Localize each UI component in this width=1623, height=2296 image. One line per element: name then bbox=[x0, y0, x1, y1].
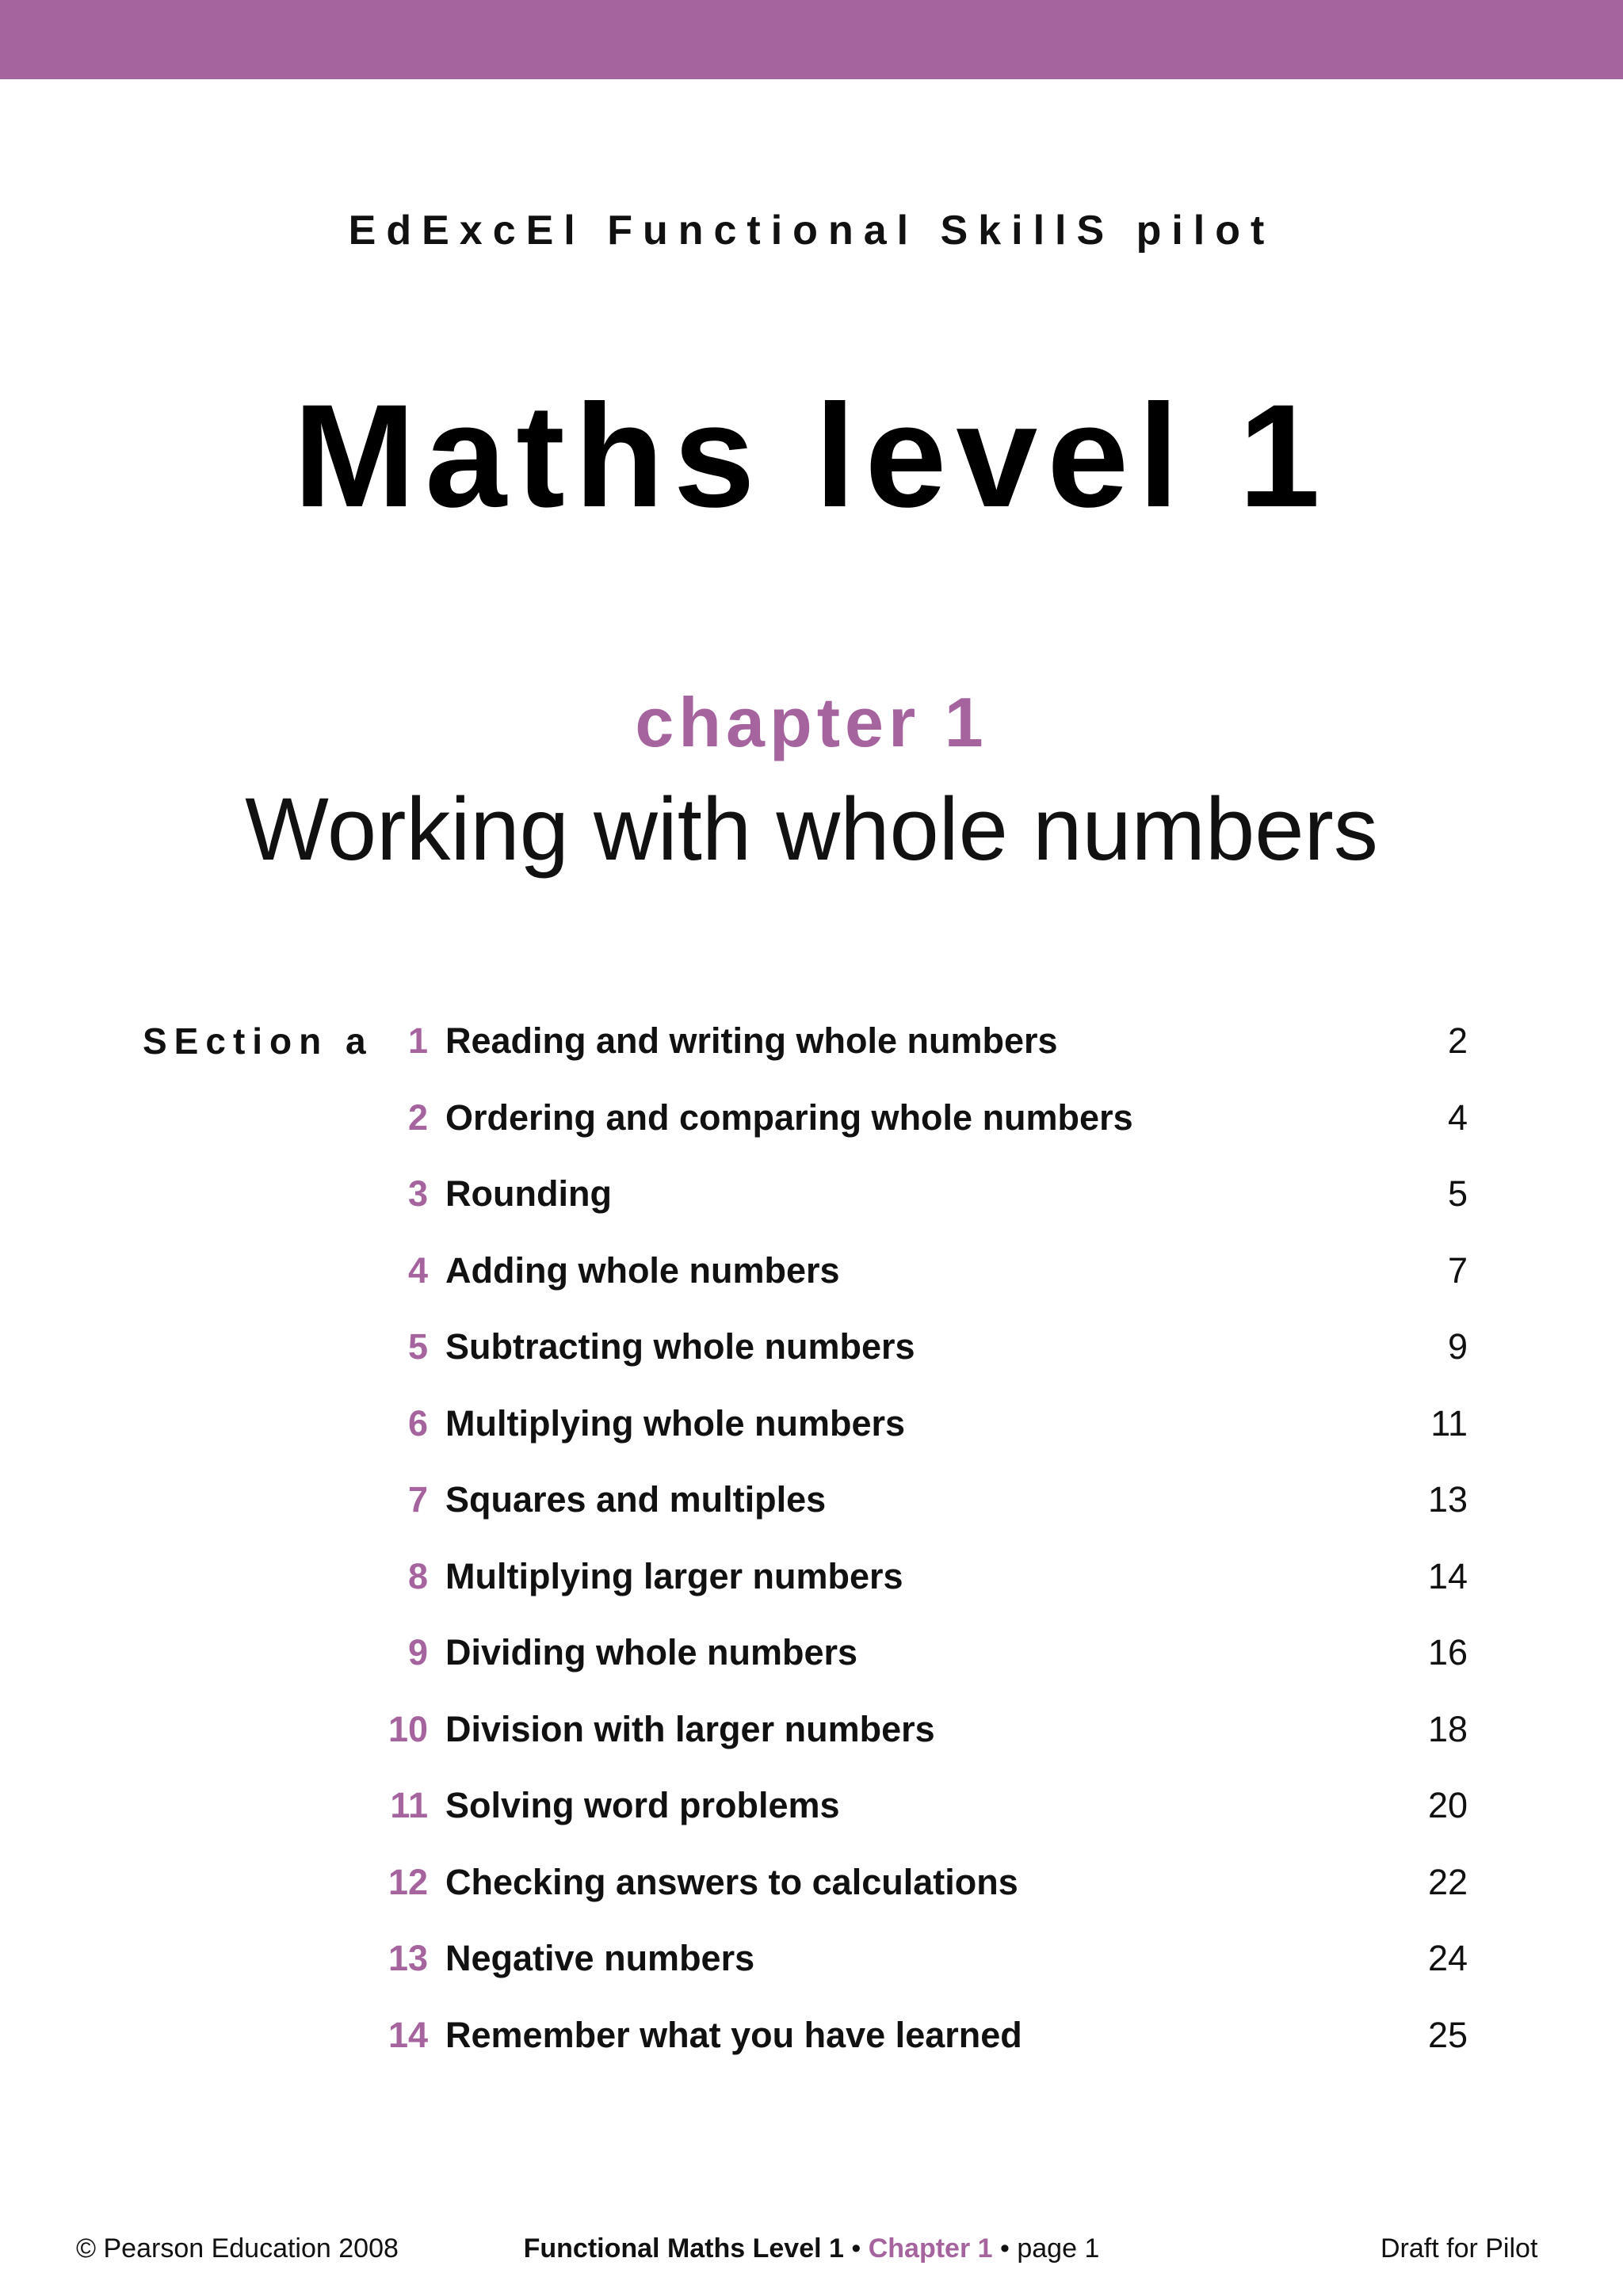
toc-row[interactable] bbox=[0, 1096, 1623, 1173]
toc-row[interactable] bbox=[0, 1630, 1623, 1707]
toc-item-title: Multiplying whole numbers bbox=[445, 1402, 906, 1444]
toc-item-page: 13 bbox=[1427, 1479, 1468, 1520]
toc-row[interactable] bbox=[0, 1554, 1623, 1631]
toc-item-page: 11 bbox=[1430, 1402, 1468, 1444]
footer-status: Draft for Pilot bbox=[1381, 2233, 1538, 2264]
toc-row[interactable] bbox=[0, 1860, 1623, 1937]
toc-item-title: Remember what you have learned bbox=[445, 2014, 1022, 2055]
toc-row[interactable] bbox=[0, 2013, 1623, 2090]
toc-item-number: 2 bbox=[407, 1097, 428, 1138]
toc-item-number: 7 bbox=[407, 1479, 428, 1520]
chapter-label: chapter 1 bbox=[635, 683, 988, 761]
toc-item-number: 14 bbox=[388, 2014, 428, 2055]
toc-row[interactable] bbox=[0, 1325, 1623, 1402]
toc-item-number: 1 bbox=[407, 1020, 428, 1061]
toc-item-number: 11 bbox=[390, 1785, 428, 1825]
toc-item-title: Multiplying larger numbers bbox=[445, 1555, 903, 1596]
toc-item-title: Checking answers to calculations bbox=[445, 1861, 1018, 1902]
toc-row[interactable] bbox=[0, 1249, 1623, 1325]
toc-item-number: 5 bbox=[407, 1326, 428, 1367]
toc-row[interactable] bbox=[0, 1707, 1623, 1784]
section-label: SEction a bbox=[143, 1020, 373, 1062]
toc-item-number: 13 bbox=[388, 1938, 428, 1978]
page-title: Maths level 1 bbox=[293, 375, 1330, 538]
toc-item-title: Reading and writing whole numbers bbox=[445, 1020, 1058, 1061]
toc-item-number: 10 bbox=[388, 1708, 428, 1749]
toc-row[interactable] bbox=[0, 1783, 1623, 1860]
toc-item-title: Ordering and comparing whole numbers bbox=[445, 1097, 1133, 1138]
top-color-band bbox=[0, 0, 1623, 79]
toc-item-page: 4 bbox=[1447, 1097, 1468, 1138]
series-heading: EdExcEl Functional SkillS pilot bbox=[348, 208, 1275, 254]
toc-item-title: Solving word problems bbox=[445, 1785, 840, 1825]
toc-item-number: 3 bbox=[407, 1173, 428, 1214]
table-of-contents bbox=[0, 1019, 1623, 2089]
footer-copyright: © Pearson Education 2008 bbox=[76, 2233, 399, 2264]
toc-item-page: 2 bbox=[1447, 1020, 1468, 1061]
toc-row[interactable] bbox=[0, 1478, 1623, 1554]
footer-separator: • bbox=[843, 2233, 869, 2264]
toc-item-page: 9 bbox=[1447, 1326, 1468, 1367]
toc-item-title: Rounding bbox=[445, 1173, 612, 1214]
toc-item-title: Division with larger numbers bbox=[445, 1708, 935, 1749]
toc-item-title: Squares and multiples bbox=[445, 1479, 827, 1520]
toc-row[interactable] bbox=[0, 1019, 1623, 1096]
toc-item-number: 12 bbox=[388, 1861, 428, 1902]
toc-item-number: 6 bbox=[407, 1402, 428, 1444]
toc-item-number: 8 bbox=[407, 1555, 428, 1596]
chapter-title: Working with whole numbers bbox=[245, 780, 1378, 879]
toc-item-title: Dividing whole numbers bbox=[445, 1632, 858, 1672]
toc-item-page: 25 bbox=[1427, 2014, 1468, 2055]
toc-item-page: 7 bbox=[1447, 1249, 1468, 1291]
toc-item-page: 24 bbox=[1427, 1938, 1468, 1978]
toc-item-page: 16 bbox=[1427, 1632, 1468, 1672]
toc-row[interactable] bbox=[0, 1402, 1623, 1478]
toc-item-page: 14 bbox=[1427, 1555, 1468, 1596]
toc-item-title: Adding whole numbers bbox=[445, 1249, 840, 1291]
toc-item-page: 22 bbox=[1427, 1861, 1468, 1902]
toc-item-page: 5 bbox=[1447, 1173, 1468, 1214]
toc-item-number: 4 bbox=[407, 1249, 428, 1291]
toc-item-number: 9 bbox=[407, 1632, 428, 1672]
footer-page-number: • page 1 bbox=[992, 2233, 1100, 2264]
toc-item-page: 20 bbox=[1427, 1785, 1468, 1825]
footer-chapter: Chapter 1 bbox=[868, 2233, 993, 2264]
footer-running-title bbox=[0, 2231, 1623, 2266]
footer-book-title: Functional Maths Level 1 bbox=[523, 2233, 844, 2264]
toc-row[interactable] bbox=[0, 1936, 1623, 2013]
toc-item-title: Subtracting whole numbers bbox=[445, 1326, 915, 1367]
toc-item-title: Negative numbers bbox=[445, 1938, 755, 1978]
toc-row[interactable] bbox=[0, 1172, 1623, 1249]
toc-item-page: 18 bbox=[1427, 1708, 1468, 1749]
